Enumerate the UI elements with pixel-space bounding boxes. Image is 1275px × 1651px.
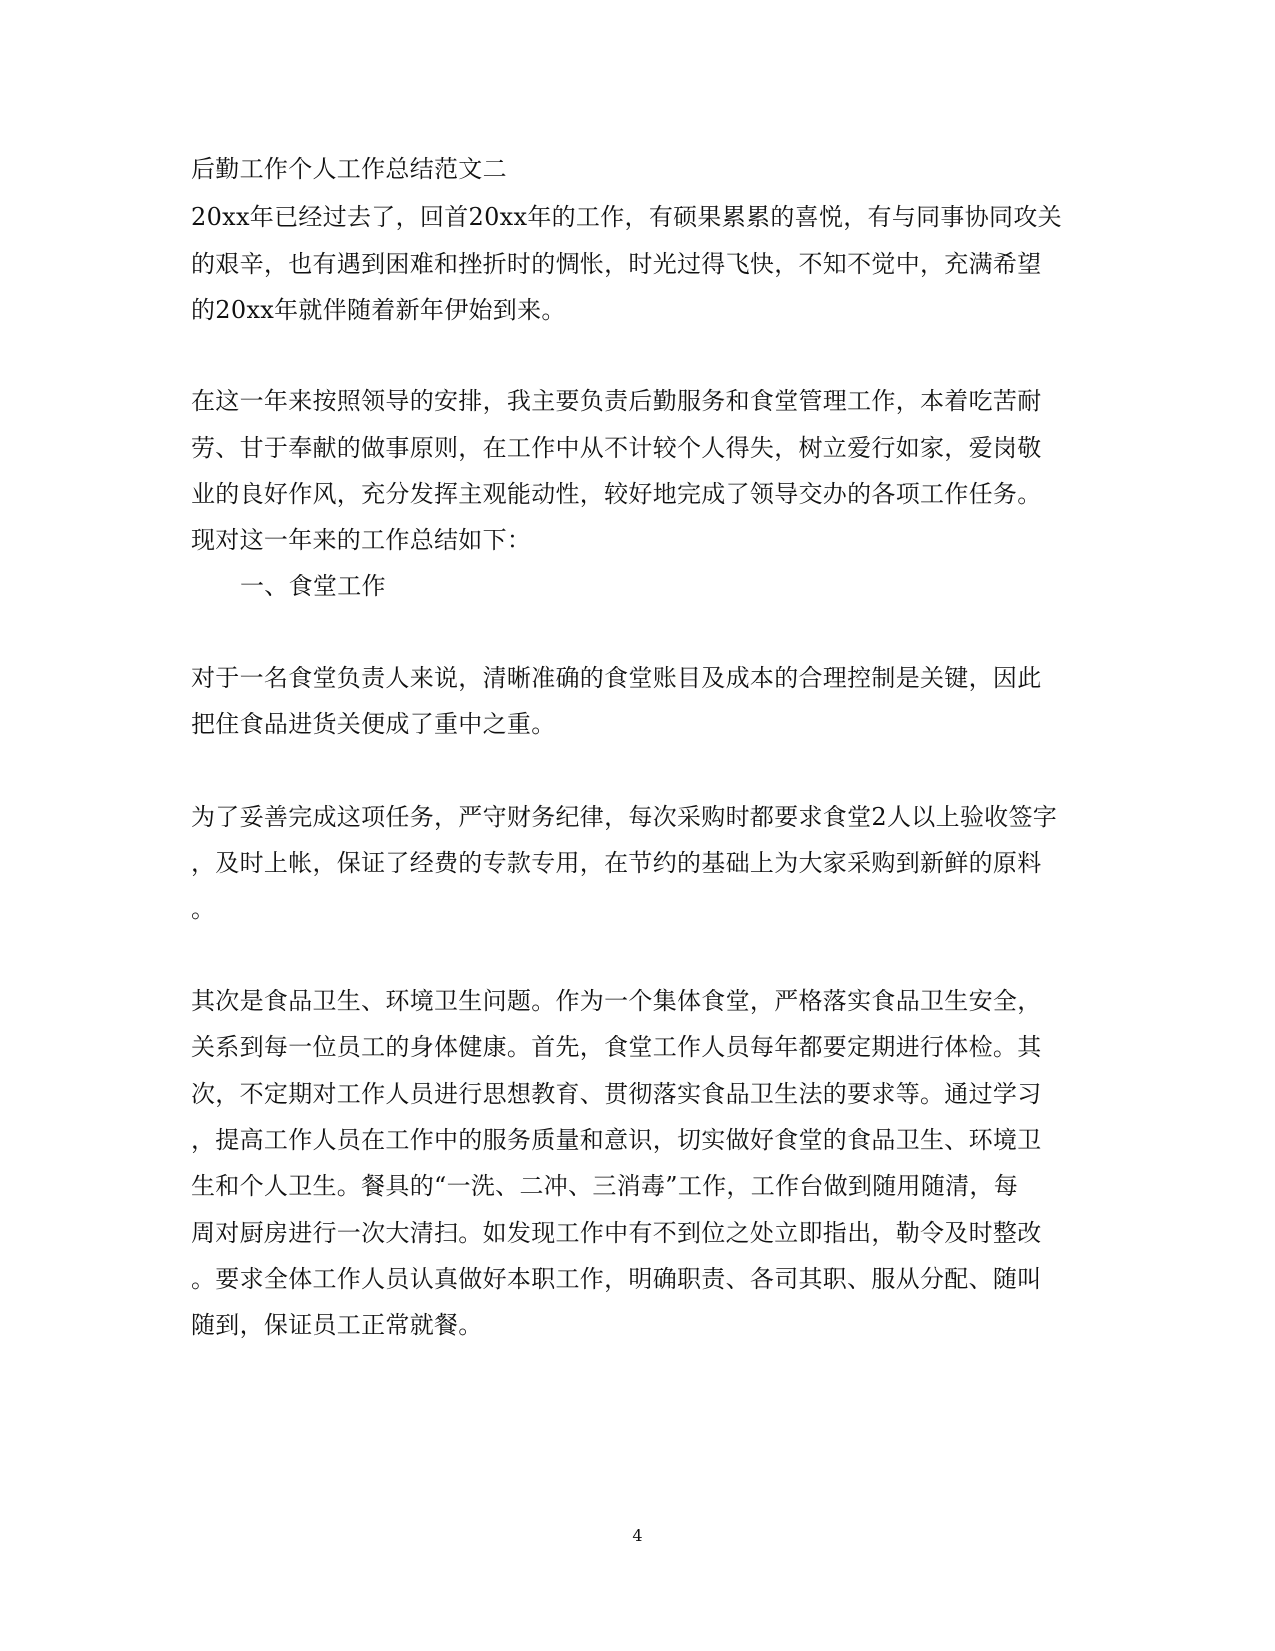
paragraph-line: 的20xx年就伴随着新年伊始到来。 — [191, 296, 566, 324]
paragraph-line: 。 — [191, 895, 216, 923]
paragraph-line: 次，不定期对工作人员进行思想教育、贯彻落实食品卫生法的要求等。通过学习 — [191, 1080, 1042, 1108]
paragraph-line: 关系到每一位员工的身体健康。首先，食堂工作人员每年都要定期进行体检。其 — [191, 1033, 1042, 1061]
page-number: 4 — [632, 1526, 643, 1545]
paragraph-line: 现对这一年来的工作总结如下： — [191, 526, 532, 554]
paragraph-line: 的艰辛，也有遇到困难和挫折时的惆怅，时光过得飞快，不知不觉中，充满希望 — [191, 250, 1042, 278]
paragraph-line: 20xx年已经过去了，回首20xx年的工作，有硕果累累的喜悦，有与同事协同攻关 — [191, 203, 1062, 231]
paragraph-line: 其次是食品卫生、环境卫生问题。作为一个集体食堂，严格落实食品卫生安全， — [191, 987, 1042, 1015]
section-heading: 一、食堂工作 — [240, 572, 386, 600]
paragraph-line: 在这一年来按照领导的安排，我主要负责后勤服务和食堂管理工作，本着吃苦耐 — [191, 387, 1042, 415]
document-title: 后勤工作个人工作总结范文二 — [191, 155, 507, 183]
paragraph-line: 为了妥善完成这项任务，严守财务纪律，每次采购时都要求食堂2人以上验收签字 — [191, 803, 1058, 831]
paragraph-line: 。要求全体工作人员认真做好本职工作，明确职责、各司其职、服从分配、随叫 — [191, 1265, 1042, 1293]
paragraph-line: 劳、甘于奉献的做事原则，在工作中从不计较个人得失，树立爱行如家，爱岗敬 — [191, 434, 1042, 462]
paragraph-line: 把住食品进货关便成了重中之重。 — [191, 710, 556, 738]
paragraph-line: 对于一名食堂负责人来说，清晰准确的食堂账目及成本的合理控制是关键，因此 — [191, 664, 1042, 692]
paragraph-line: ，及时上帐，保证了经费的专款专用，在节约的基础上为大家采购到新鲜的原料 — [191, 849, 1042, 877]
paragraph-line: 随到，保证员工正常就餐。 — [191, 1311, 483, 1339]
paragraph-line: 业的良好作风，充分发挥主观能动性，较好地完成了领导交办的各项工作任务。 — [191, 480, 1042, 508]
paragraph-line: ，提高工作人员在工作中的服务质量和意识，切实做好食堂的食品卫生、环境卫 — [191, 1126, 1042, 1154]
paragraph-line: 生和个人卫生。餐具的“一洗、二冲、三消毒”工作，工作台做到随用随清，每 — [191, 1172, 1019, 1200]
paragraph-line: 周对厨房进行一次大清扫。如发现工作中有不到位之处立即指出，勒令及时整改 — [191, 1219, 1042, 1247]
